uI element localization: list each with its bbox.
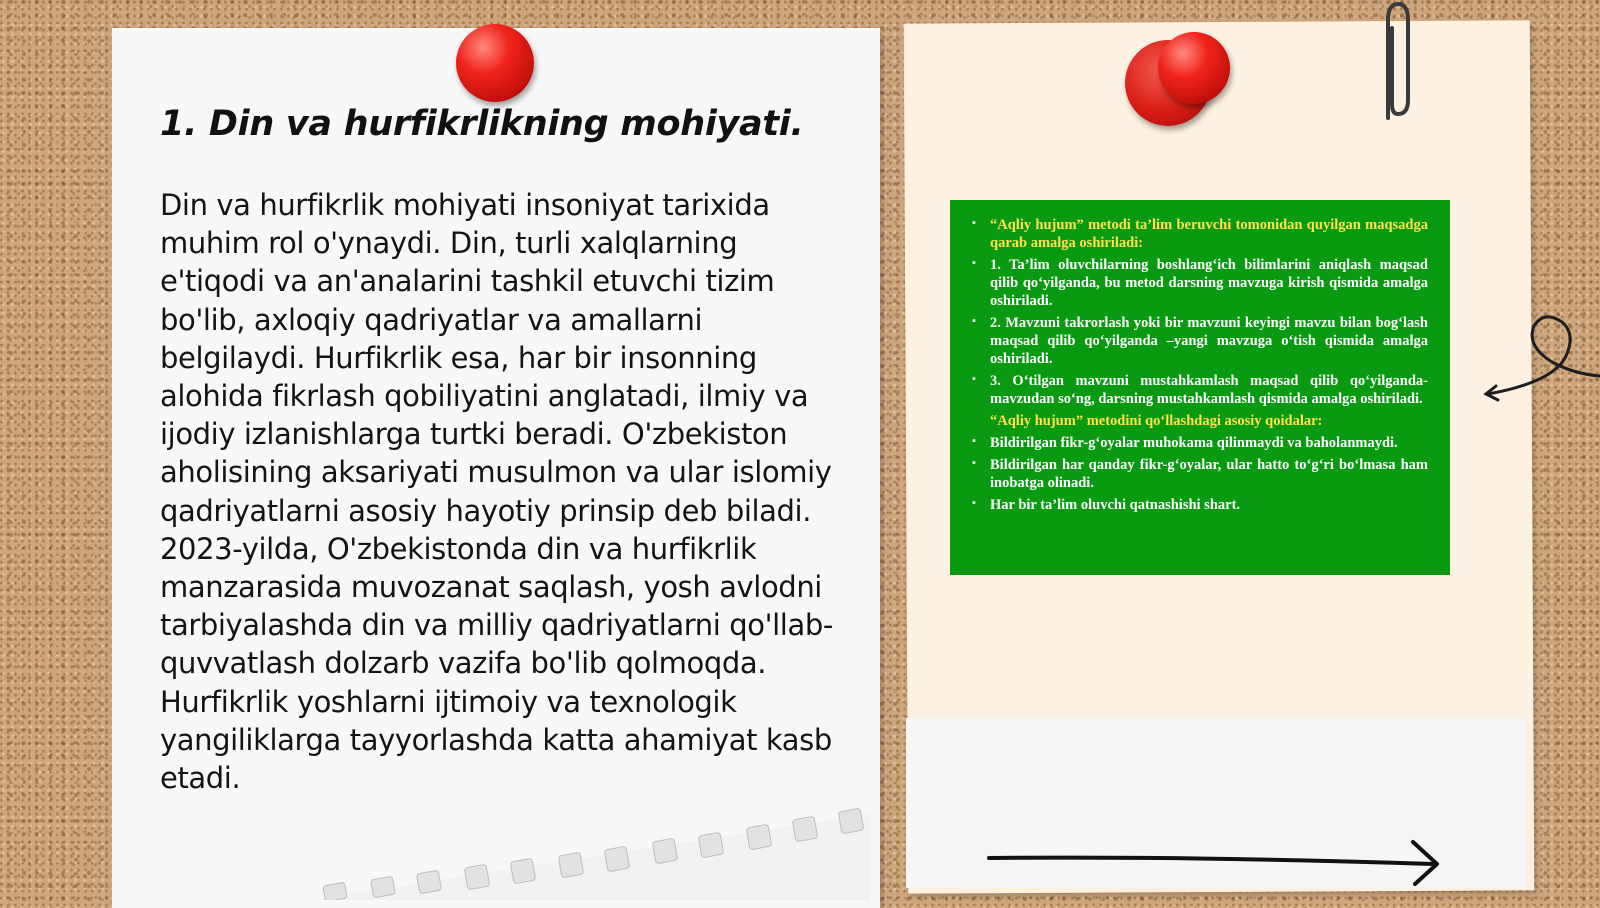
paperclip-icon <box>1372 0 1422 130</box>
list-item <box>972 216 1428 252</box>
page-title: 1. Din va hurfikrlikning mohiyati. <box>160 104 804 144</box>
list-item-text: Bildirilgan har qanday fikr-g‘oyalar, ular hatto to‘g‘ri bo‘lmasa ham inobatga olinadi. <box>990 457 1428 491</box>
pushpin-icon <box>1158 32 1230 104</box>
bullet-icon: ▪ <box>972 457 976 469</box>
list-item-text: Bildirilgan fikr-g‘oyalar muhokama qilinmaydi va baholanmaydi. <box>990 435 1398 451</box>
pushpin-icon <box>456 24 534 102</box>
list-item-text: 3. O‘tilgan mavzuni mustahkamlash maqsad qilib qo‘yilganda-mavzudan so‘ng, darsning mustahkamlash qismida amalga oshiriladi. <box>990 373 1428 407</box>
bullet-icon: ▪ <box>972 315 976 327</box>
list-item-text: 1. Ta’lim oluvchilarning boshlang‘ich bilimlarini aniqlash maqsad qilib qo‘yilganda, bu metod darsning mavzuga kirish qismida amalga oshiriladi. <box>990 257 1428 309</box>
list-item-text: “Aqliy hujum” metodi ta’lim beruvchi tomonidan quyilgan maqsadga qarab amalga oshiriladi: <box>990 217 1428 251</box>
list-item <box>972 256 1428 310</box>
bullet-icon: ▪ <box>972 497 976 509</box>
list-item <box>972 496 1428 514</box>
green-slide-image <box>950 200 1450 575</box>
torn-edge-decoration <box>310 806 870 900</box>
list-item <box>972 456 1428 492</box>
bullet-icon: ▪ <box>972 373 976 385</box>
curly-arrow-icon <box>1478 312 1600 412</box>
list-item <box>972 314 1428 368</box>
rules-subheading: “Aqliy hujum” metodini qo‘llashdagi asosiy qoidalar: <box>990 413 1323 429</box>
list-item <box>972 372 1428 408</box>
arrow-right-icon <box>985 838 1447 888</box>
bullet-icon: ▪ <box>972 257 976 269</box>
body-paragraph: Din va hurfikrlik mohiyati insoniyat tarixida muhim rol o'ynaydi. Din, turli xalqlarning e'tiqodi va an'analarini tashkil etuvchi tizim bo'lib, axloqiy qadriyatlar va amallarni belgilaydi. Hurfikrlik esa, har bir insonning alohida fikrlash qobiliyatini anglatadi, ilmiy va ijodiy izlanishlarga turtki beradi. O'zbekiston aholisining aksariyati musulmon va ular islomiy qadriyatlarni asosiy hayotiy prinsip deb biladi. 2023-yilda, O'zbekistonda din va hurfikrlik manzarasida muvozanat saqlash, yosh avlodni tarbiyalashda din va milliy qadriyatlarni qo'llab-quvvatlash dolzarb vazifa bo'lib qolmoqda. Hurfikrlik yoshlarni ijtimoiy va texnologik yangiliklarga tayyorlashda katta ahamiyat kasb etadi. <box>160 188 833 796</box>
list-item <box>972 434 1428 452</box>
bullet-icon: ▪ <box>972 435 976 447</box>
rules-list <box>972 434 1428 514</box>
list-item-text: 2. Mavzuni takrorlash yoki bir mavzuni keyingi mavzu bilan bog‘lash maqsad qilib qo‘yilganda –yangi mavzuga o‘tish qismida amalga oshiriladi. <box>990 315 1428 367</box>
method-list <box>972 216 1428 408</box>
list-item-text: Har bir ta’lim oluvchi qatnashishi shart. <box>990 497 1241 513</box>
bullet-icon: ▪ <box>972 217 976 229</box>
